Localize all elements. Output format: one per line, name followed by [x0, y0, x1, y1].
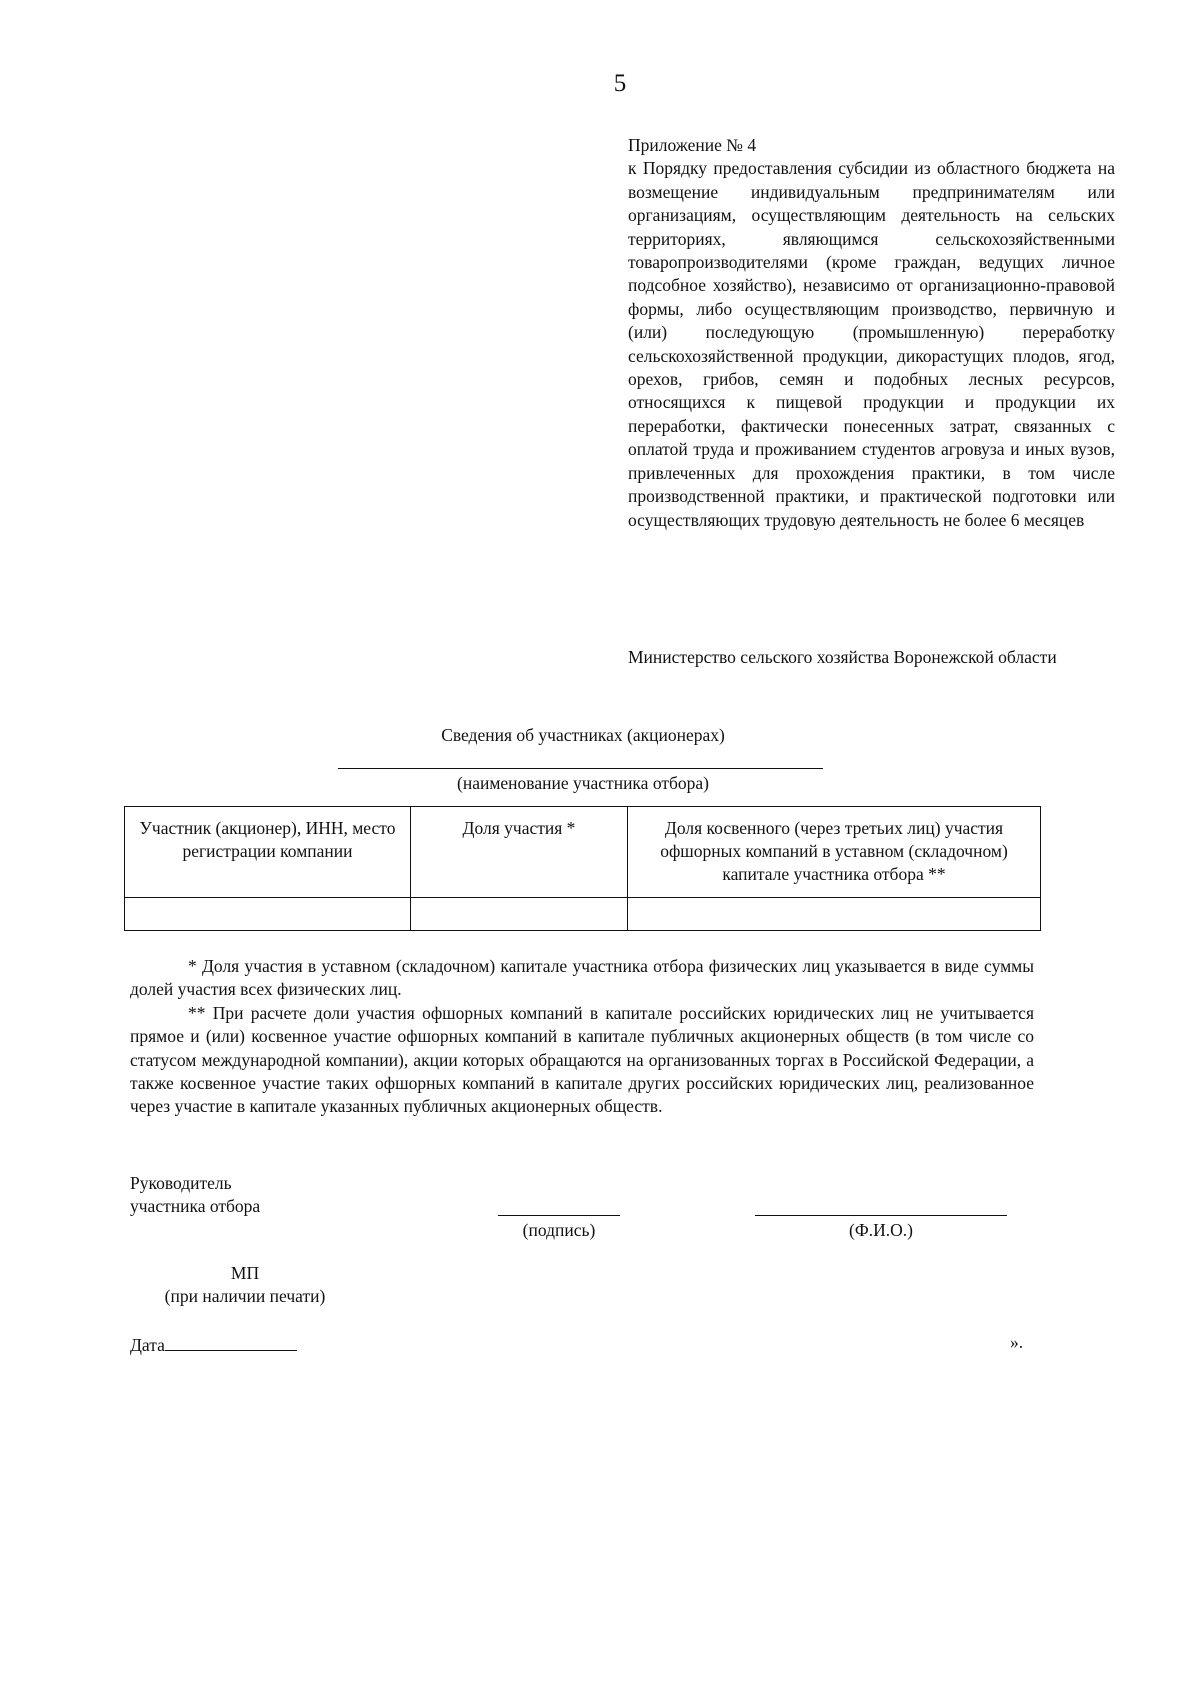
head-label — [130, 1172, 260, 1219]
footnote-2: ** При расчете доли участия офшорных компаний в капитале российских юридических лиц не учитывается прямое и (или) косвенное участие офшорных компаний в капитале публичных акционерных обществ (в том числе со статусом международной компании), акции которых обращаются на организованных торгах в Российской Федерации, а также косвенное участие таких офшорных компаний в капитале других российских юридических лиц, реализованное через участие в капитале указанных публичных акционерных обществ. — [130, 1002, 1034, 1117]
closing-quote: ». — [1010, 1332, 1024, 1352]
page-number: 5 — [613, 70, 627, 97]
signature-caption: (подпись) — [522, 1220, 596, 1240]
participant-cell[interactable] — [125, 898, 411, 931]
stamp-note: (при наличии печати) — [164, 1286, 326, 1307]
participants-table — [124, 806, 1041, 931]
participant-name-caption: (наименование участника отбора) — [457, 773, 709, 793]
date-field[interactable] — [165, 1332, 297, 1351]
table-header-row — [125, 807, 1041, 898]
appendix-heading-block — [628, 134, 1115, 532]
column-header-participant: Участник (акционер), ИНН, место регистрации компании — [125, 807, 411, 898]
stamp-label: МП — [230, 1263, 260, 1283]
footnote-1: * Доля участия в уставном (складочном) капитале участника отбора физических лиц указывается в виде суммы долей участия всех физических лиц. — [130, 956, 1034, 1000]
participant-name-field[interactable] — [338, 768, 823, 769]
column-header-share: Доля участия * — [411, 807, 628, 898]
head-label-line2: участника отбора — [130, 1196, 261, 1217]
footnotes — [130, 955, 1034, 1119]
stamp-block — [140, 1262, 350, 1309]
share-cell[interactable] — [411, 898, 628, 931]
head-label-line1: Руководитель — [130, 1173, 232, 1193]
form-title: Сведения об участниках (акционерах) — [441, 725, 725, 745]
fio-field[interactable] — [755, 1215, 1007, 1216]
offshore-share-cell[interactable] — [628, 898, 1041, 931]
date-label: Дата — [130, 1335, 165, 1355]
signature-field[interactable] — [498, 1215, 620, 1216]
appendix-title: Приложение № 4 — [628, 135, 757, 155]
column-header-offshore-share: Доля косвенного (через третьих лиц) участия офшорных компаний в уставном (складочном) капитале участника отбора ** — [628, 807, 1041, 898]
table-row — [125, 898, 1041, 931]
fio-caption: (Ф.И.О.) — [849, 1220, 913, 1240]
date-row — [130, 1332, 297, 1356]
recipient-ministry: Министерство сельского хозяйства Воронежской области — [628, 647, 1057, 667]
appendix-description: к Порядку предоставления субсидии из областного бюджета на возмещение индивидуальным предпринимателям или организациям, осуществляющим деятельность на сельских территориях, являющимся сельскохозяйственными товаропроизводителями (кроме граждан, ведущих личное подсобное хозяйство), независимо от организационно-правовой формы, либо осуществляющим производство, первичную и (или) последующую (промышленную) переработку сельскохозяйственной продукции, дикорастущих плодов, ягод, орехов, грибов, семян и подобных лесных ресурсов, относящихся к пищевой продукции и продукции их переработки, фактически понесенных затрат, связанных с оплатой труда и проживанием студентов агровуза и иных вузов, привлеченных для прохождения практики, в том числе производственной практики, и практической подготовки или осуществляющих трудовую деятельность не более 6 месяцев — [628, 158, 1115, 530]
